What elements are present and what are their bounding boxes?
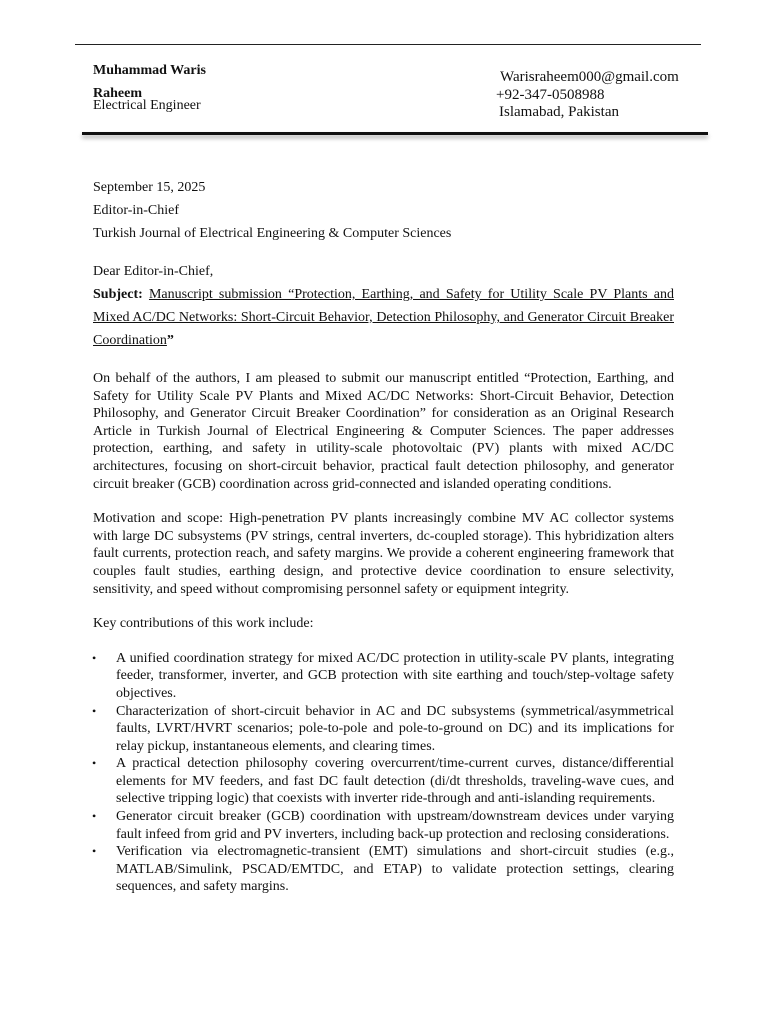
header-top-rule bbox=[75, 44, 701, 45]
subject-label: Subject: bbox=[93, 287, 143, 302]
author-name: Muhammad Waris Raheem bbox=[93, 63, 206, 101]
list-item bbox=[93, 703, 674, 756]
list-item bbox=[93, 808, 674, 843]
paragraph-intro: On behalf of the authors, I am pleased to submit our manuscript entitled “Protection, Earthing, and Safety for Utility Scale PV Plants and Mixed AC/DC Networks: Short-Circuit Behavior, Detection Philosophy, and Generator Circuit Breaker Coordination” for consideration as an Original Research Article in Turkish Journal of Electrical Engineering & Computer Sciences. The paper addresses protection, earthing, and safety in utility-scale photovoltaic (PV) plants with mixed AC/DC architectures, focusing on short-circuit behavior, practical fault detection philosophy, and generator circuit breaker (GCB) coordination across grid-connected and islanded operating conditions. bbox=[93, 371, 674, 492]
contributions-intro: Key contributions of this work include: bbox=[93, 616, 314, 632]
bullet-icon: • bbox=[92, 809, 97, 824]
subject-title: Manuscript submission “Protection, Earthing, and Safety for Utility Scale PV Plants and Mixed AC/DC Networks: Short-Circuit Behavior, Detection Philosophy, and Generator Circuit Breaker Coordination bbox=[93, 287, 674, 348]
contact-location: Islamabad, Pakistan bbox=[499, 104, 619, 120]
list-item bbox=[93, 843, 674, 896]
letter-body bbox=[93, 176, 674, 896]
author-role: Electrical Engineer bbox=[93, 98, 201, 113]
list-item-text: Generator circuit breaker (GCB) coordination with upstream/downstream devices under varying fault infeed from grid and PV inverters, including back-up protection and reclosing considerations. bbox=[116, 809, 674, 842]
contributions-list bbox=[93, 650, 674, 896]
list-item-text: A unified coordination strategy for mixed AC/DC protection in utility-scale PV plants, integrating feeder, transformer, inverter, and GCB protection with site earthing and touch/step-voltage safety objectives. bbox=[116, 650, 674, 701]
contact-email[interactable]: Warisraheem000@gmail.com bbox=[500, 69, 679, 85]
paragraph-motivation: Motivation and scope: High-penetration PV plants increasingly combine MV AC collector systems with large DC subsystems (PV strings, central inverters, dc-coupled storage). This hybridization alters fault currents, protection reach, and safety margins. We provide a coherent engineering framework that couples fault studies, earthing design, and protective device coordination to ensure selectivity, sensitivity, and speed without compromising personnel safety or equipment integrity. bbox=[93, 511, 674, 597]
subject-closing-quote: ” bbox=[166, 333, 174, 348]
list-item-text: Characterization of short-circuit behavior in AC and DC subsystems (symmetrical/asymmetrical faults, LVRT/HVRT scenarios; pole-to-pole and pole-to-ground on DC) and its implications for relay pickup, instantaneous elements, and clearing times. bbox=[116, 703, 674, 754]
bullet-icon: • bbox=[92, 756, 97, 771]
journal-name: Turkish Journal of Electrical Engineering & Computer Sciences bbox=[93, 226, 452, 241]
salutation: Dear Editor-in-Chief, bbox=[93, 264, 214, 279]
list-item bbox=[93, 650, 674, 703]
bullet-icon: • bbox=[92, 703, 97, 718]
letter-date: September 15, 2025 bbox=[93, 180, 206, 195]
subject-line bbox=[93, 283, 674, 352]
recipient-title: Editor-in-Chief bbox=[93, 203, 180, 218]
list-item-text: Verification via electromagnetic-transient (EMT) simulations and short-circuit studies (e.g., MATLAB/Simulink, PSCAD/EMTDC, and ETAP) to validate protection settings, clearing sequences, and safety margins. bbox=[116, 844, 674, 895]
bullet-icon: • bbox=[92, 844, 97, 859]
header-bottom-rule bbox=[82, 132, 708, 135]
bullet-icon: • bbox=[92, 650, 97, 665]
contact-phone: +92-347-0508988 bbox=[496, 87, 605, 103]
list-item bbox=[93, 755, 674, 808]
list-item-text: A practical detection philosophy covering overcurrent/time-current curves, distance/differential elements for MV feeders, and fast DC fault detection (di/dt thresholds, traveling-wave cues, and selective tripping logic) that coexists with inverter ride-through and anti-islanding requirements. bbox=[116, 756, 674, 807]
